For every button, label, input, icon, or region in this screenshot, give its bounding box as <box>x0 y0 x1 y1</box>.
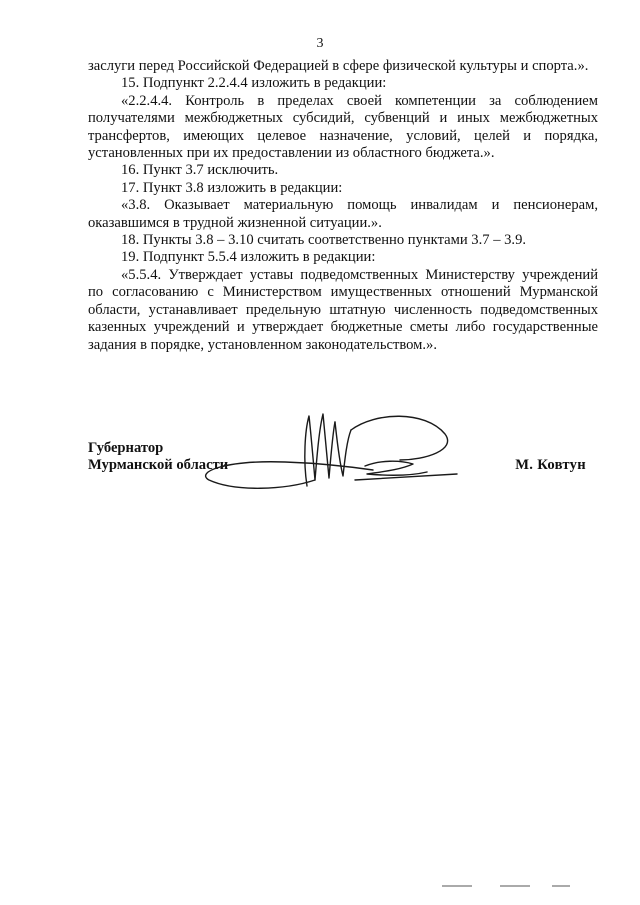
paragraph-4: 16. Пункт 3.7 исключить. <box>121 162 279 179</box>
paragraph-7: 18. Пункты 3.8 – 3.10 считать соответственно пунктами 3.7 – 3.9. <box>121 232 527 249</box>
paragraph-6: «3.8. Оказывает материальную помощь инвалидам и пенсионерам, оказавшимся в трудной жизненной ситуации.». <box>88 197 598 231</box>
paragraph-2: 15. Подпункт 2.2.4.4 изложить в редакции: <box>121 75 387 92</box>
paragraph-9: «5.5.4. Утверждает уставы подведомственных Министерству учреждений по согласованию с Министерством имущественных отношений Мурманской области, устанавливает предельную штатную численность подведомственных казенных учреждений и утверждает бюджетные сметы либо государственные задания в порядке, установленном законодательством.». <box>88 266 598 353</box>
paragraph-3: «2.2.4.4. Контроль в пределах своей компетенции за соблюдением получателями межбюджетных субсидий, субвенций и иных межбюджетных трансфертов, имеющих целевое назначение, условий, целей и порядка, установленных при их предоставлении из областного бюджета.». <box>88 92 598 162</box>
signatory-name: М. Ковтун <box>515 457 586 474</box>
paragraph-5: 17. Пункт 3.8 изложить в редакции: <box>121 179 343 196</box>
signatory-title: Губернатор <box>88 440 164 456</box>
page-number: 3 <box>316 36 324 51</box>
signatory-region: Мурманской области <box>88 457 229 474</box>
paragraph-8: 19. Подпункт 5.5.4 изложить в редакции: <box>121 249 376 266</box>
handwritten-signature <box>195 400 465 500</box>
footer-marks <box>0 880 640 900</box>
paragraph-1: заслуги перед Российской Федерацией в сфере физической культуры и спорта.». <box>88 58 589 74</box>
document-body <box>88 58 598 354</box>
